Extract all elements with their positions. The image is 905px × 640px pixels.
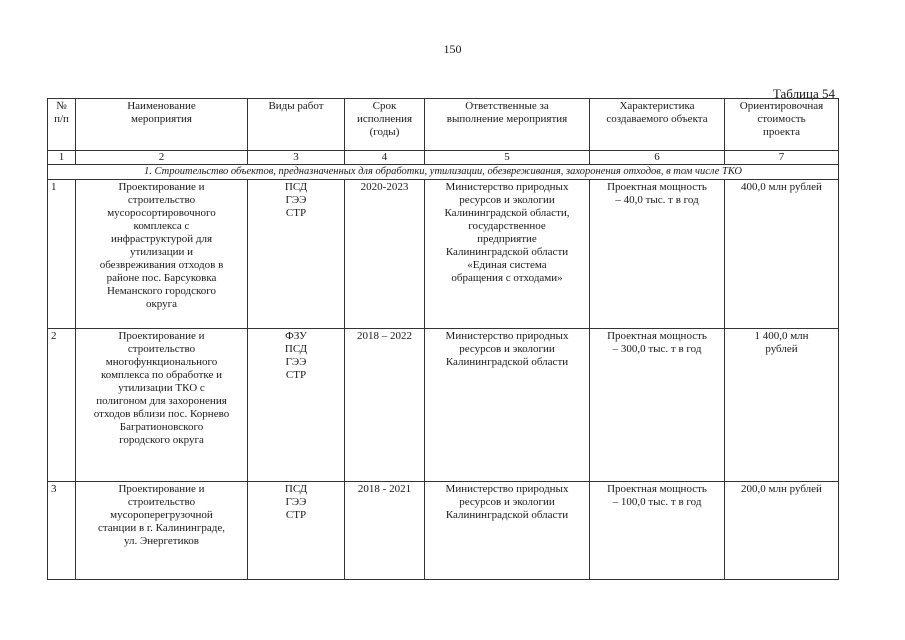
term: 2020-2023	[345, 180, 425, 329]
section-title: 1. Строительство объектов, предназначенных для обработки, утилизации, обезвреживания, захоронения отходов, в том числе ТКО	[48, 165, 839, 180]
measures-table	[47, 98, 839, 580]
characteristic: Проектная мощность – 300,0 тыс. т в год	[590, 329, 725, 482]
characteristic: Проектная мощность – 40,0 тыс. т в год	[590, 180, 725, 329]
cost: 1 400,0 млн рублей	[725, 329, 839, 482]
row-number: 1	[48, 180, 76, 329]
page-number: 150	[443, 42, 462, 56]
header-name: Наименование мероприятия	[76, 99, 248, 151]
row-number: 3	[48, 482, 76, 580]
column-number-row	[48, 151, 839, 165]
work-types: ПСД ГЭЭ СТР	[248, 482, 345, 580]
table-row	[48, 180, 839, 329]
header-term: Срок исполнения (годы)	[345, 99, 425, 151]
cost: 400,0 млн рублей	[725, 180, 839, 329]
column-number: 6	[590, 151, 725, 165]
table-row	[48, 482, 839, 580]
table-caption: Таблица 54	[772, 86, 835, 101]
responsible: Министерство природных ресурсов и экологии Калининградской области	[425, 482, 590, 580]
header-responsible: Ответственные за выполнение мероприятия	[425, 99, 590, 151]
column-number: 1	[48, 151, 76, 165]
header-cost: Ориентировочная стоимость проекта	[725, 99, 839, 151]
work-types: ПСД ГЭЭ СТР	[248, 180, 345, 329]
responsible: Министерство природных ресурсов и экологии Калининградской области	[425, 329, 590, 482]
term: 2018 – 2022	[345, 329, 425, 482]
cost: 200,0 млн рублей	[725, 482, 839, 580]
measure-name: Проектирование и строительство мусороперегрузочной станции в г. Калининграде, ул. Энергетиков	[76, 482, 248, 580]
characteristic: Проектная мощность – 100,0 тыс. т в год	[590, 482, 725, 580]
column-number: 7	[725, 151, 839, 165]
header-num: № п/п	[48, 99, 76, 151]
header-row	[48, 99, 839, 151]
measure-name: Проектирование и строительство многофункционального комплекса по обработке и утилизации ТКО с полигоном для захоронения отходов вблизи пос. Корнево Багратионовского городского округа	[76, 329, 248, 482]
column-number: 4	[345, 151, 425, 165]
header-characteristic: Характеристика создаваемого объекта	[590, 99, 725, 151]
responsible: Министерство природных ресурсов и экологии Калининградской области, государственное предприятие Калининградской области «Единая система обращения с отходами»	[425, 180, 590, 329]
column-number: 3	[248, 151, 345, 165]
table-row	[48, 329, 839, 482]
row-number: 2	[48, 329, 76, 482]
term: 2018 - 2021	[345, 482, 425, 580]
column-number: 5	[425, 151, 590, 165]
header-works: Виды работ	[248, 99, 345, 151]
column-number: 2	[76, 151, 248, 165]
work-types: ФЗУ ПСД ГЭЭ СТР	[248, 329, 345, 482]
section-row	[48, 165, 839, 180]
measure-name: Проектирование и строительство мусоросортировочного комплекса с инфраструктурой для утилизации и обезвреживания отходов в районе пос. Барсуковка Неманского городского округа	[76, 180, 248, 329]
